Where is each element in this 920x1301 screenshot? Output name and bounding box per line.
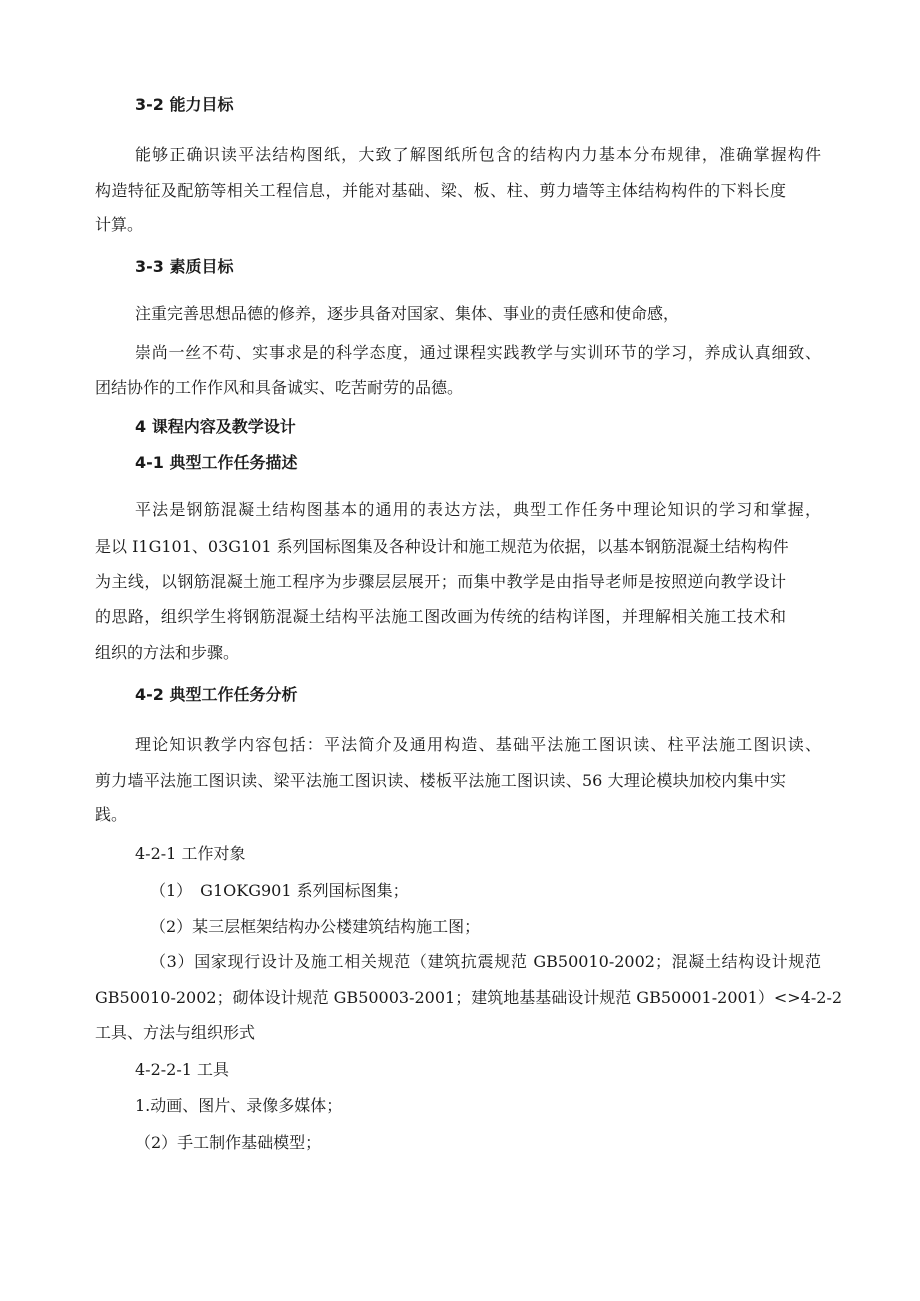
paragraph-line: 理论知识教学内容包括：平法简介及通用构造、基础平法施工图识读、柱平法施工图识读、 [135,735,821,754]
paragraph-line: 崇尚一丝不苟、实事求是的科学态度，通过课程实践教学与实训环节的学习，养成认真细致、 [135,343,821,362]
heading-3-3: 3-3 素质目标 [135,257,234,276]
paragraph-line: 团结协作的工作作风和具备诚实、吃苦耐劳的品德。 [95,378,464,397]
list-item: 1.动画、图片、录像多媒体； [135,1096,343,1115]
heading-3-2: 3-2 能力目标 [135,95,234,114]
paragraph-line: 平法是钢筋混凝土结构图基本的通用的表达方法，典型工作任务中理论知识的学习和掌握， [135,500,821,519]
paragraph-line: 注重完善思想品德的修养，逐步具备对国家、集体、事业的责任感和使命感， [135,304,680,323]
heading-4-2-1: 4-2-1 工作对象 [135,844,246,863]
paragraph-line: 组织的方法和步骤。 [95,643,240,662]
list-item-continuation: GB50010-2002；砌体设计规范 GB50003-2001；建筑地基基础设计规范 GB50001-2001）<>4-2-2 [95,988,843,1007]
paragraph-line: 能够正确识读平法结构图纸，大致了解图纸所包含的结构内力基本分布规律，准确掌握构件 [135,145,821,164]
paragraph-line: 剪力墙平法施工图识读、梁平法施工图识读、楼板平法施工图识读、56 大理论模块加校内集中实 [95,771,786,790]
heading-4-1: 4-1 典型工作任务描述 [135,453,298,472]
paragraph-line: 的思路，组织学生将钢筋混凝土结构平法施工图改画为传统的结构详图，并理解相关施工技术和 [95,607,786,626]
list-item: （1） G1OKG901 系列国标图集； [150,881,409,900]
paragraph-line: 计算。 [95,215,144,234]
list-item-continuation: 工具、方法与组织形式 [95,1023,256,1042]
list-item: （2）某三层框架结构办公楼建筑结构施工图； [150,917,481,936]
list-item: （2）手工制作基础模型； [135,1133,322,1152]
heading-4-2: 4-2 典型工作任务分析 [135,685,298,704]
paragraph-line: 构造特征及配筋等相关工程信息，并能对基础、梁、板、柱、剪力墙等主体结构构件的下料长度 [95,181,786,200]
list-item: （3）国家现行设计及施工相关规范（建筑抗震规范 GB50010-2002；混凝土结构设计规范 [150,952,821,971]
heading-4: 4 课程内容及教学设计 [135,417,296,436]
paragraph-line: 践。 [95,805,128,824]
heading-4-2-2-1: 4-2-2-1 工具 [135,1060,230,1079]
paragraph-line: 为主线，以钢筋混凝土施工程序为步骤层层展开；而集中教学是由指导老师是按照逆向教学设计 [95,572,786,591]
paragraph-line: 是以 I1G101、03G101 系列国标图集及各种设计和施工规范为依据，以基本钢筋混凝土结构构件 [95,537,789,556]
